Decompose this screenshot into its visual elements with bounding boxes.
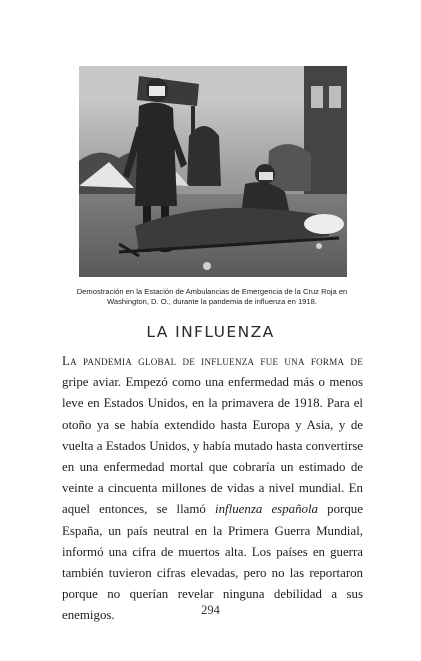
page-number: 294 — [201, 603, 220, 617]
italic-term: influenza española — [215, 502, 318, 517]
pillow — [304, 214, 344, 234]
body-paragraph — [62, 351, 363, 627]
section-heading: LA INFLUENZA — [146, 323, 275, 341]
standing-nurse-body — [135, 102, 177, 206]
photo-illustration — [79, 66, 347, 277]
photo-caption: Demostración en la Estación de Ambulancias de Emergencia de la Cruz Roja en Washington, D. O., durante la pandemia de influenza en 1918. — [76, 287, 348, 306]
historical-photo — [79, 66, 347, 277]
body-text-part-1: gripe aviar. Empezó como una enfermedad más o menos leve en Estados Unidos, en la primavera de 1918. Para el otoño ya se había extendido hasta Europa y Asia, y de vuelta a Estados Unidos, y había mutado hasta convertirse en una enfermedad mortal que cobraría un estimado de veinte a cincuenta millones de vidas a nivel mundial. En aquel entonces, se llamó — [62, 375, 363, 517]
bush — [187, 126, 221, 186]
body-text-part-2: porque España, un país neutral en la Primera Guerra Mundial, informó una cifra de muertos alta. Los países en guerra también tuvieron cifras elevadas, pero no las reportaron porque no querían revelar ninguna debilidad a sus enemigos. — [62, 502, 363, 623]
lead-in-small-caps: La pandemia global de influenza fue una forma de — [62, 354, 363, 368]
